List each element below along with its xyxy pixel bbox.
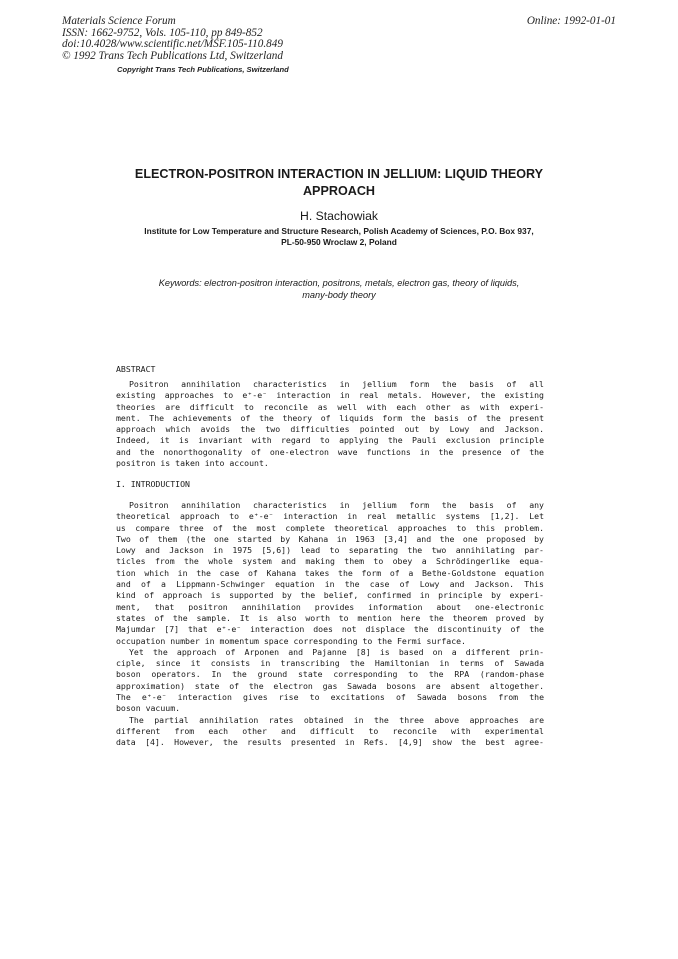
keywords-line: Keywords: electron-positron interaction, positrons, metals, electron gas, theory of liquids, — [158, 278, 520, 288]
text-line: occupation number in momentum space corresponding to the Fermi surface. — [116, 635, 466, 646]
journal-info — [62, 16, 283, 62]
journal-name: Materials Science Forum — [62, 15, 176, 27]
text-line: data [4]. However, the results presented in Refs. [4,9] show the best agree- — [116, 737, 544, 748]
text-line: theoretical approach to e⁺-e⁻ interaction in real metallic systems [1,2]. Let — [116, 511, 544, 522]
copyright-notice: Copyright Trans Tech Publications, Switzerland — [117, 65, 289, 74]
title-line: APPROACH — [302, 184, 376, 198]
text-line: different from each other and difficult to reconcile with experimental — [116, 725, 544, 736]
journal-issn: ISSN: 1662-9752, Vols. 105-110, pp 849-852 — [62, 26, 263, 39]
text-line: us compare three of the most complete theoretical approaches to this problem. — [116, 522, 544, 533]
abstract-section — [116, 364, 544, 469]
intro-paragraph — [116, 647, 544, 715]
text-line: existing approaches to e⁺-e⁻ interaction in real metals. However, the existing — [116, 390, 544, 401]
text-line: and of a Lippmann-Schwinger equation in the case of Lowy and Jackson. This — [116, 579, 544, 590]
intro-paragraph — [116, 500, 544, 647]
text-line: Positron annihilation characteristics in jellium form the basis of all — [129, 379, 544, 389]
text-line: Indeed, it is invariant with regard to applying the Pauli exclusion principle — [116, 435, 544, 446]
introduction-heading: I. INTRODUCTION — [116, 479, 190, 489]
text-line: Yet the approach of Arponen and Pajanne [8] is based on a different prin- — [129, 646, 544, 657]
intro-paragraph — [116, 715, 544, 749]
abstract-text — [116, 379, 544, 469]
text-line: ciple, since it consists in transcribing the Hamiltonian in terms of Sawada — [116, 658, 544, 669]
text-line: ment. The achievements of the theory of liquids form the basis of the present — [116, 412, 544, 423]
text-line: Positron annihilation characteristics in jellium form the basis of any — [129, 500, 544, 510]
affiliation-line: PL-50-950 Wroclaw 2, Poland — [281, 237, 397, 247]
author-affiliation — [110, 226, 568, 248]
text-line: The e⁺-e⁻ interaction gives rise to excitations of Sawada bosons from the — [116, 692, 544, 703]
text-line: Lowy and Jackson in 1975 [5,6]) lead to separating the two annihilating par- — [116, 545, 544, 556]
keywords-line: many-body theory — [302, 290, 376, 300]
text-line: tion which in the case of Kahana takes the form of a Bethe-Goldstone equation — [116, 567, 544, 578]
text-line: Majumdar [7] that e⁺-e⁻ interaction does not displace the discontinuity of the — [116, 624, 544, 635]
text-line: approach which avoids the two difficulties pointed out by Lowy and Jackson. — [116, 424, 544, 435]
abstract-heading: ABSTRACT — [116, 364, 156, 374]
affiliation-line: Institute for Low Temperature and Structure Research, Polish Academy of Sciences, P.O. Box 937, — [144, 226, 534, 236]
journal-publisher: © 1992 Trans Tech Publications Ltd, Switzerland — [62, 49, 283, 62]
paper-title — [100, 166, 578, 200]
journal-doi: doi:10.4028/www.scientific.net/MSF.105-110.849 — [62, 38, 283, 51]
keywords — [110, 277, 568, 301]
text-line: approximation) state of the electron gas Sawada bosons are absent altogether. — [116, 680, 544, 691]
text-line: and the nonorthogonality of one-electron wave functions in the presence of the — [116, 446, 544, 457]
text-line: kind of approach is supported by the belief, confirmed in principle by experi- — [116, 590, 544, 601]
text-line: Two of them (the one started by Kahana in 1963 [3,4] and the one proposed by — [116, 533, 544, 544]
online-date: Online: 1992-01-01 — [526, 15, 616, 27]
text-line: positron is taken into account. — [116, 458, 269, 469]
title-line: ELECTRON-POSITRON INTERACTION IN JELLIUM: LIQUID THEORY — [134, 167, 544, 181]
text-line: ticles from the whole system and making them to obey a Schrödingerlike equa- — [116, 556, 544, 567]
text-line: states of the sample. It is also worth to mention here the theorem proved by — [116, 612, 544, 623]
text-line: boson operators. In the ground state corresponding to the RPA (random-phase — [116, 669, 544, 680]
text-line: boson vacuum. — [116, 703, 181, 714]
introduction-section — [116, 479, 544, 749]
author-name: H. Stachowiak — [300, 209, 378, 223]
text-line: ment, that positron annihilation provides information about one-electronic — [116, 601, 544, 612]
text-line: theories are difficult to reconcile as well with each other as with experi- — [116, 401, 544, 412]
text-line: The partial annihilation rates obtained in the three above approaches are — [129, 714, 544, 725]
